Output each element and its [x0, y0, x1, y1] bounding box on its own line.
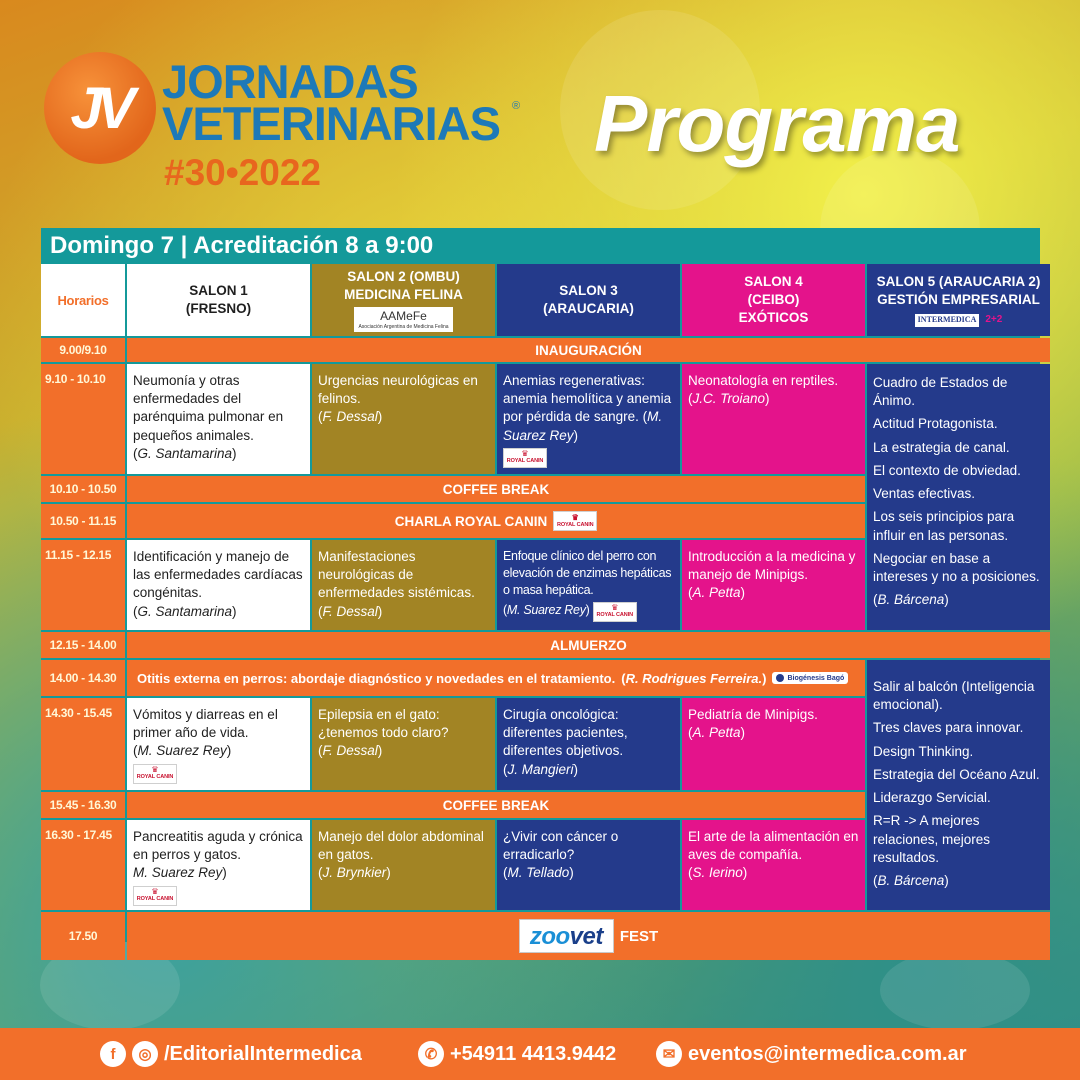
salon-2-topic: MEDICINA FELINA — [344, 287, 463, 303]
royal-canin-logo: ♛ ROYAL CANIN — [553, 511, 597, 531]
salon-5-topic: GESTIÓN EMPRESARIAL — [877, 292, 1040, 308]
list-item: Los seis principios para influir en las personas. — [873, 509, 1015, 543]
speaker: M. Suarez Rey — [506, 602, 586, 617]
royal-canin-logo: ♛ ROYAL CANIN — [503, 448, 547, 468]
list-item: Cuadro de Estados de Ánimo. — [873, 375, 1008, 409]
salon-4-name: SALON 4 — [744, 273, 803, 289]
zoovet-logo: zoovet — [519, 919, 614, 953]
bokeh-light — [880, 950, 1030, 1030]
instagram-icon[interactable]: ◎ — [132, 1041, 158, 1067]
list-item: Ventas efectivas. — [873, 486, 976, 502]
registered-mark: ® — [512, 100, 521, 112]
salon-5-block-afternoon: Salir al balcón (Inteligencia emocional). Tres claves para innovar. Design Thinking. Estrategia del Océano Azul. Liderazgo Servicial. R=R -> A mejores relaciones, mejores resultados. (B. Bárcena) — [867, 660, 1050, 910]
fest-bar — [127, 912, 1050, 960]
list-item: Tres claves para innovar. — [873, 720, 1024, 736]
session-cell: El arte de la alimentación en aves de compañía. (S. Ierino) — [682, 820, 865, 910]
salon-3-name: SALON 3 — [559, 282, 618, 298]
speaker: J.C. Troiano — [692, 391, 766, 407]
social-links — [100, 1041, 362, 1067]
column-header-salon-1 — [127, 264, 310, 336]
logo-line-1: JORNADAS — [162, 55, 418, 108]
column-header-salon-4 — [682, 264, 865, 336]
list-item: Actitud Protagonista. — [873, 416, 998, 432]
crown-icon: ♛ — [151, 765, 159, 775]
session-cell: Pediatría de Minipigs. (A. Petta) — [682, 698, 865, 790]
time-slot: 9.00/9.10 — [41, 338, 125, 362]
whatsapp-icon[interactable]: ✆ — [418, 1041, 444, 1067]
salon-4-room: (CEIBO) — [747, 291, 800, 307]
speaker: G. Santamarina — [137, 445, 233, 461]
session-cell: Neumonía y otras enfermedades del parénquima pulmonar en pequeños animales. (G. Santamarina) — [127, 364, 310, 474]
royal-canin-talk-bar: CHARLA ROYAL CANIN ♛ ROYAL CANIN — [127, 504, 865, 538]
speaker: A. Petta — [692, 725, 741, 741]
speaker: J. Mangieri — [507, 761, 574, 777]
time-slot: 11.15 - 12.15 — [41, 540, 125, 630]
speaker: G. Santamarina — [137, 603, 233, 619]
lunch-bar: ALMUERZO — [127, 632, 1050, 658]
crown-icon: ♛ — [521, 449, 529, 459]
session-cell: ¿Vivir con cáncer o erradicarlo? (M. Tellado) — [497, 820, 680, 910]
phone-contact — [418, 1041, 616, 1067]
royal-canin-logo: ♛ ROYAL CANIN — [133, 764, 177, 784]
crown-icon: ♛ — [611, 603, 619, 613]
speaker: B. Bárcena — [877, 872, 945, 888]
salon-2-name: SALON 2 (OMBU) — [347, 268, 460, 284]
time-slot: 10.10 - 10.50 — [41, 476, 125, 502]
list-item: Estrategia del Océano Azul. — [873, 766, 1040, 782]
royal-canin-logo: ♛ ROYAL CANIN — [593, 602, 637, 622]
session-cell: Urgencias neurológicas en felinos. (F. Dessal) — [312, 364, 495, 474]
time-slot: 15.45 - 16.30 — [41, 792, 125, 818]
email-icon[interactable]: ✉ — [656, 1041, 682, 1067]
salon-5-block-morning: Cuadro de Estados de Ánimo. Actitud Protagonista. La estrategia de canal. El contexto de obviedad. Ventas efectivas. Los seis principios para influir en las personas. Negociar en base a intereses y no a posiciones. (B. Bárcena) — [867, 364, 1050, 630]
column-header-salon-5 — [867, 264, 1050, 336]
coffee-break-bar: COFFEE BREAK — [127, 476, 865, 502]
salon-5-sponsors — [915, 313, 1003, 327]
session-cell: Identificación y manejo de las enfermedades cardíacas congénitas. (G. Santamarina) — [127, 540, 310, 630]
speaker: M. Suarez Rey — [137, 743, 227, 759]
list-item: Liderazgo Servicial. — [873, 790, 991, 806]
column-header-salon-3 — [497, 264, 680, 336]
day-bar: Domingo 7 | Acreditación 8 a 9:00 — [41, 228, 1040, 264]
facebook-icon[interactable]: f — [100, 1041, 126, 1067]
email-address[interactable]: eventos@intermedica.com.ar — [688, 1042, 967, 1065]
session-cell: Enfoque clínico del perro con elevación de enzimas hepáticas o masa hepática. (M. Suarez Rey) ♛ ROYAL CANIN — [497, 540, 680, 630]
speaker: F. Dessal — [322, 603, 378, 619]
schedule-table — [41, 264, 1041, 950]
list-item: Salir al balcón (Inteligencia emocional). — [873, 679, 1035, 713]
speaker: M. Tellado — [507, 865, 570, 881]
speaker: S. Ierino — [692, 865, 743, 881]
session-cell: Manifestaciones neurológicas de enfermedades sistémicas. (F. Dessal) — [312, 540, 495, 630]
biogenesis-icon — [776, 674, 784, 682]
social-handle[interactable]: /EditorialIntermedica — [164, 1042, 362, 1065]
intermedica-logo: INTERMEDICA — [915, 314, 980, 327]
two-plus-two-logo: 2+2 — [985, 314, 1003, 326]
email-contact — [656, 1041, 967, 1067]
list-item: R=R -> A mejores relaciones, mejores resultados. — [873, 813, 991, 865]
speaker: M. Suarez Rey — [133, 865, 223, 881]
salon-1-name: SALON 1 — [189, 282, 248, 298]
session-cell: Epilepsia en el gato: ¿tenemos todo claro? (F. Dessal) — [312, 698, 495, 790]
speaker: J. Brynkier — [322, 865, 387, 881]
fest-label: FEST — [619, 927, 659, 945]
time-slot: 10.50 - 11.15 — [41, 504, 125, 538]
time-slot: 9.10 - 10.10 — [41, 364, 125, 474]
biogenesis-bago-logo: Biogénesis Bagó — [772, 672, 848, 684]
time-slot: 12.15 - 14.00 — [41, 632, 125, 658]
event-logo — [44, 48, 544, 198]
column-header-salon-2 — [312, 264, 495, 336]
footer — [0, 1028, 1080, 1080]
speaker: R. Rodrigues Ferreira. — [625, 670, 763, 686]
session-cell: Vómitos y diarreas en el primer año de vida. (M. Suarez Rey) ♛ ROYAL CANIN — [127, 698, 310, 790]
plenary-talk-bar: Otitis externa en perros: abordaje diagnóstico y novedades en el tratamiento. (R. Rodrigues Ferreira.) Biogénesis Bagó — [127, 660, 865, 696]
inauguration-bar: INAUGURACIÓN — [127, 338, 1050, 362]
aamefe-logo: AAMeFe Asociación Argentina de Medicina Felina — [354, 307, 452, 332]
coffee-break-bar: COFFEE BREAK — [127, 792, 865, 818]
salon-4-topic: EXÓTICOS — [738, 310, 809, 326]
time-slot: 14.00 - 14.30 — [41, 660, 125, 696]
speaker: A. Petta — [692, 585, 741, 601]
speaker: B. Bárcena — [877, 592, 945, 608]
speaker: F. Dessal — [322, 409, 378, 425]
speaker: F. Dessal — [322, 743, 378, 759]
time-slot: 14.30 - 15.45 — [41, 698, 125, 790]
list-item: La estrategia de canal. — [873, 439, 1010, 455]
column-header-horarios: Horarios — [41, 264, 125, 336]
list-item: Negociar en base a intereses y no a posiciones. — [873, 550, 1040, 584]
salon-3-room: (ARAUCARIA) — [543, 301, 634, 316]
speaker: M. Suarez Rey — [503, 409, 663, 443]
logo-edition: #30•2022 — [164, 152, 321, 193]
page-title: Programa — [594, 79, 960, 168]
list-item: Design Thinking. — [873, 743, 974, 759]
time-slot: 16.30 - 17.45 — [41, 820, 125, 910]
session-cell: Introducción a la medicina y manejo de Minipigs. (A. Petta) — [682, 540, 865, 630]
salon-1-room: (FRESNO) — [185, 301, 252, 316]
royal-canin-logo: ♛ ROYAL CANIN — [133, 886, 177, 906]
crown-icon: ♛ — [571, 512, 579, 522]
list-item: El contexto de obviedad. — [873, 462, 1021, 478]
session-cell: Pancreatitis aguda y crónica en perros y gatos. M. Suarez Rey) ♛ ROYAL CANIN — [127, 820, 310, 910]
time-slot: 17.50 — [41, 912, 125, 960]
phone-number[interactable]: +54911 4413.9442 — [450, 1042, 617, 1065]
crown-icon: ♛ — [151, 887, 159, 897]
salon-5-name: SALON 5 (ARAUCARIA 2) — [876, 274, 1041, 290]
session-cell: Anemias regenerativas: anemia hemolítica y anemia por pérdida de sangre. (M. Suarez Rey) ♛ ROYAL CANIN — [497, 364, 680, 474]
logo-line-2: VETERINARIAS — [162, 97, 500, 150]
session-cell: Manejo del dolor abdominal en gatos. (J. Brynkier) — [312, 820, 495, 910]
session-cell: Neonatología en reptiles. (J.C. Troiano) — [682, 364, 865, 474]
logo-badge: JV — [44, 52, 156, 164]
session-cell: Cirugía oncológica: diferentes pacientes, diferentes objetivos. (J. Mangieri) — [497, 698, 680, 790]
